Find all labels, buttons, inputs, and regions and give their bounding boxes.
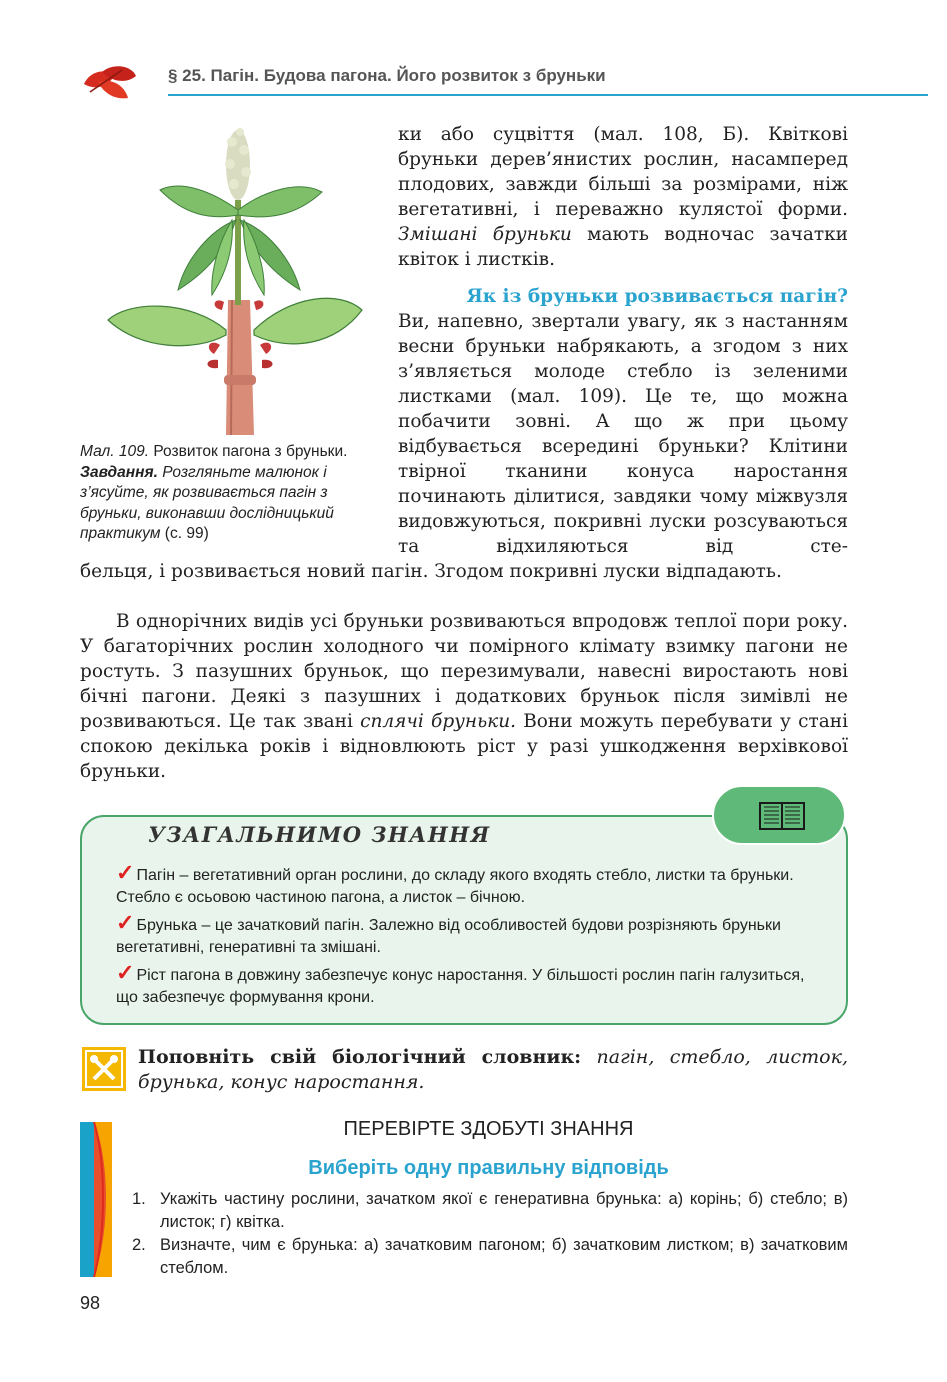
- summary-item-text: Пагін – вегетативний орган рослини, до складу якого входять стебло, листки та бруньки. Стебло є осьовою частиною пагона, а листок – бічною.: [116, 867, 794, 906]
- task-page-ref: (с. 99): [160, 525, 209, 542]
- summary-title: УЗАГАЛЬНИМО ЗНАННЯ: [148, 822, 491, 847]
- section-marker-stripe: [80, 1122, 112, 1277]
- paragraph-annual-species: [80, 609, 848, 784]
- caption-text: Розвиток пагона з бруньки.: [149, 443, 348, 460]
- summary-item-text: Ріст пагона в довжину забезпечує конус наростання. У більшості рослин пагін галузиться, що забезпечує формування крони.: [116, 967, 805, 1006]
- term-mixed-buds: Змішані бруньки: [398, 224, 572, 245]
- open-book-icon: [759, 801, 805, 831]
- checkmark-icon: ✓: [116, 910, 135, 935]
- chapter-header: [80, 60, 850, 100]
- paragraph-flower-buds: [398, 122, 848, 272]
- p3-text-end: Вони можуть перебувати у стані спокою декілька років і відновлюють ріст у разі ушкодження верхівкової бруньки.: [80, 711, 848, 782]
- summary-tab: [712, 785, 846, 845]
- check-knowledge-title: ПЕРЕВІРТЕ ЗДОБУТІ ЗНАННЯ: [343, 1118, 634, 1140]
- paragraph-development-cont: бельця, і розвивається новий пагін. Згодом покривні луски відпадають.: [80, 561, 782, 582]
- caption-label: Мал. 109.: [80, 443, 150, 460]
- question-text: Укажіть частину рослини, зачатком якої є генеративна брунька: а) корінь; б) стебло; в) листок; г) квітка.: [160, 1190, 848, 1231]
- summary-item-1: [116, 862, 820, 909]
- dictionary-icon: [82, 1047, 126, 1091]
- checkmark-icon: ✓: [116, 860, 135, 885]
- red-leaf-icon: [80, 62, 140, 102]
- question-number: 1.: [132, 1190, 146, 1208]
- question-heading: Як із бруньки розвивається пагін?: [466, 286, 848, 307]
- p3-text: В однорічних видів усі бруньки розвиваються впродовж теплої пори року. У багаторічних рослин холодного чи помірного клімату взимку пагони не ростуть. З пазушних бруньок, що перезимували, навесні виростають нові бічні пагони. Деякі з пазушних і додаткових бруньок після зимівлі не розвиваються. Це так звані: [80, 611, 848, 732]
- summary-item-3: [116, 962, 820, 1009]
- question-item: [132, 1234, 848, 1280]
- question-number: 2.: [132, 1236, 146, 1254]
- page-number: 98: [80, 1293, 101, 1313]
- task-text: Розгляньте малюнок і з’ясуйте, як розвивається пагін з бруньки, виконавши дослідницький практикум: [80, 463, 334, 542]
- summary-item-2: [116, 912, 820, 959]
- question-list: [132, 1188, 848, 1280]
- dictionary-task: [138, 1045, 848, 1095]
- figure-caption: [80, 442, 380, 545]
- choose-answer-subtitle: Виберіть одну правильну відповідь: [308, 1157, 669, 1179]
- paragraph-development: Ви, напевно, звертали увагу, як з настанням весни бруньки набрякають, а згодом з них з’являється молоде стебло із зеленими листками (мал. 109). Це те, що можна побачити зовні. А що ж при цьому відбувається всередині бруньки? Клітини твірної тканини конуса наростання починають ділитися, завдяки чому міжвузля видовжуються, покривні луски розсуваються та відхиляються від сте-: [398, 311, 848, 557]
- p1-text-end: мають водночас зачатки квіток і листків.: [398, 224, 849, 270]
- question-item: [132, 1188, 848, 1234]
- p1-text: ки або суцвіття (мал. 108, Б). Квіткові бруньки дерев’янистих рослин, насамперед плодових, завжди більші за розмірами, ніж вегетативні, і переважно кулястої форми.: [398, 124, 848, 220]
- header-divider: [168, 94, 928, 96]
- shoot-illustration: [100, 120, 370, 435]
- dictionary-label: Поповніть свій біологічний словник:: [138, 1046, 582, 1068]
- checkmark-icon: ✓: [116, 960, 135, 985]
- term-dormant-buds: сплячі бруньки.: [360, 711, 516, 732]
- dictionary-terms: пагін, стебло, листок, брунька, конус наростання.: [138, 1046, 848, 1093]
- summary-item-text: Брунька – це зачатковий пагін. Залежно від особливостей будови розрізняють бруньки вегетативні, генеративні та змішані.: [116, 917, 781, 956]
- task-label: Завдання.: [80, 463, 158, 481]
- chapter-title: § 25. Пагін. Будова пагона. Його розвиток з бруньки: [168, 66, 606, 85]
- question-text: Визначте, чим є брунька: а) зачатковим пагоном; б) зачатковим листком; в) зачатковим стеблом.: [160, 1236, 848, 1277]
